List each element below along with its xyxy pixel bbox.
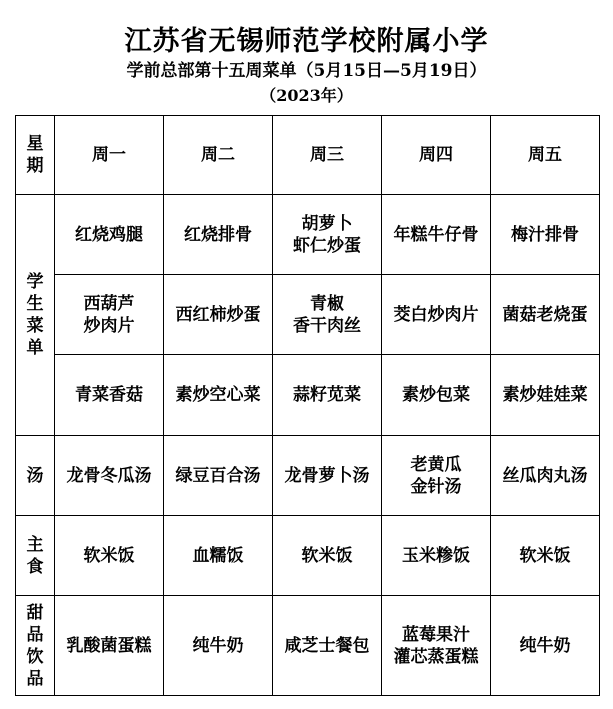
dish-cell — [273, 596, 382, 696]
dish-cell — [491, 596, 600, 696]
dish-cell — [491, 355, 600, 436]
dish-line: 青菜香菇 — [75, 385, 143, 405]
dish-line: 西葫芦 — [83, 293, 135, 314]
dish-cell — [273, 436, 382, 516]
dish-line: 素炒包菜 — [402, 385, 470, 405]
dish-cell — [55, 596, 164, 696]
student-menu-label-cell-char: 单 — [26, 338, 44, 358]
dish-cell — [382, 275, 491, 355]
page-title: 江苏省无锡师范学校附属小学 — [124, 26, 489, 57]
weekday-corner-cell-char: 期 — [26, 156, 44, 176]
staple-label-cell — [16, 516, 55, 596]
dish-line: 丝瓜肉丸汤 — [502, 465, 588, 486]
dish-cell — [55, 195, 164, 275]
dish-line: 咸芝士餐包 — [284, 635, 370, 656]
dish-line: 年糕牛仔骨 — [393, 224, 479, 245]
dish-line: 老黄瓜 — [410, 454, 462, 475]
dish-line: 素炒空心菜 — [175, 385, 261, 405]
day-header-cell: 周三 — [273, 116, 382, 195]
dish-cell — [55, 436, 164, 516]
student-menu-row — [16, 195, 600, 275]
dessert-label-cell — [16, 596, 55, 696]
student-menu-row — [16, 275, 600, 355]
dish-line: 素炒娃娃菜 — [502, 385, 588, 405]
dish-line: 西红柿炒蛋 — [175, 304, 261, 325]
dish-cell — [382, 516, 491, 596]
dessert-label-cell-char: 饮 — [26, 646, 44, 667]
dish-cell — [55, 275, 164, 355]
dish-cell — [164, 275, 273, 355]
dish-cell — [491, 275, 600, 355]
day-header-row — [16, 116, 600, 195]
year-label: （2023年） — [260, 86, 353, 105]
dish-cell — [55, 516, 164, 596]
student-menu-row — [16, 355, 600, 436]
dish-cell — [491, 195, 600, 275]
student-menu-label-cell-char: 生 — [26, 294, 44, 314]
dish-cell — [164, 596, 273, 696]
dish-cell — [382, 195, 491, 275]
weekday-corner-cell — [16, 116, 55, 195]
day-header-cell: 周四 — [382, 116, 491, 195]
dish-line: 纯牛奶 — [519, 635, 571, 656]
dish-cell — [491, 516, 600, 596]
dish-line: 龙骨萝卜汤 — [284, 465, 370, 486]
dish-cell — [164, 436, 273, 516]
soup-label-cell — [16, 436, 55, 516]
student-menu-label-cell — [16, 195, 55, 436]
dish-line: 胡萝卜 — [301, 213, 353, 234]
dish-line: 绿豆百合汤 — [175, 465, 261, 486]
soup-label-cell-char: 汤 — [26, 465, 44, 486]
dish-cell — [273, 275, 382, 355]
dessert-label-cell-char: 品 — [26, 668, 44, 689]
dish-cell — [273, 355, 382, 436]
dish-line: 灌芯蒸蛋糕 — [393, 646, 479, 667]
staple-row — [16, 516, 600, 596]
dish-line: 蓝莓果汁 — [402, 624, 470, 645]
dish-cell — [382, 436, 491, 516]
dish-line: 炒肉片 — [83, 315, 135, 336]
day-header-cell: 周二 — [164, 116, 273, 195]
dish-line: 蒜籽苋菜 — [293, 385, 361, 405]
dish-cell — [273, 195, 382, 275]
menu-table-body — [16, 116, 600, 696]
day-header-cell: 周五 — [491, 116, 600, 195]
dish-line: 香干肉丝 — [293, 315, 361, 336]
dish-line: 梅汁排骨 — [511, 224, 579, 245]
dish-line: 软米饭 — [83, 545, 135, 566]
dish-cell — [491, 436, 600, 516]
dish-line: 菌菇老烧蛋 — [502, 304, 588, 325]
dish-line: 软米饭 — [301, 545, 353, 566]
day-header-cell: 周一 — [55, 116, 164, 195]
dessert-label-cell-char: 品 — [26, 624, 44, 645]
weekly-menu-table — [15, 115, 600, 696]
dessert-row — [16, 596, 600, 696]
dish-cell — [273, 516, 382, 596]
dish-line: 虾仁炒蛋 — [293, 235, 361, 256]
dish-line: 青椒 — [310, 293, 344, 314]
student-menu-label-cell-char: 学 — [26, 272, 44, 292]
soup-row — [16, 436, 600, 516]
dish-cell — [382, 355, 491, 436]
dish-cell — [164, 195, 273, 275]
dish-line: 红烧鸡腿 — [75, 224, 143, 245]
dish-cell — [382, 596, 491, 696]
dish-line: 红烧排骨 — [184, 224, 252, 245]
student-menu-label-cell-char: 菜 — [26, 316, 44, 336]
weekday-corner-cell-char: 星 — [26, 134, 44, 154]
dish-line: 金针汤 — [410, 476, 462, 497]
dish-cell — [55, 355, 164, 436]
staple-label-cell-char: 主 — [26, 534, 44, 555]
dish-line: 血糯饭 — [192, 545, 244, 566]
staple-label-cell-char: 食 — [26, 556, 44, 577]
dish-line: 龙骨冬瓜汤 — [66, 465, 152, 486]
dish-line: 乳酸菌蛋糕 — [66, 635, 152, 656]
dish-line: 纯牛奶 — [192, 635, 244, 656]
dish-cell — [164, 355, 273, 436]
dish-line: 茭白炒肉片 — [393, 304, 479, 325]
dish-line: 软米饭 — [519, 545, 571, 566]
dessert-label-cell-char: 甜 — [26, 602, 44, 623]
page-subtitle: 学前总部第十五周菜单（5月15日—5月19日） — [126, 61, 487, 81]
dish-line: 玉米糁饭 — [402, 545, 470, 566]
dish-cell — [164, 516, 273, 596]
